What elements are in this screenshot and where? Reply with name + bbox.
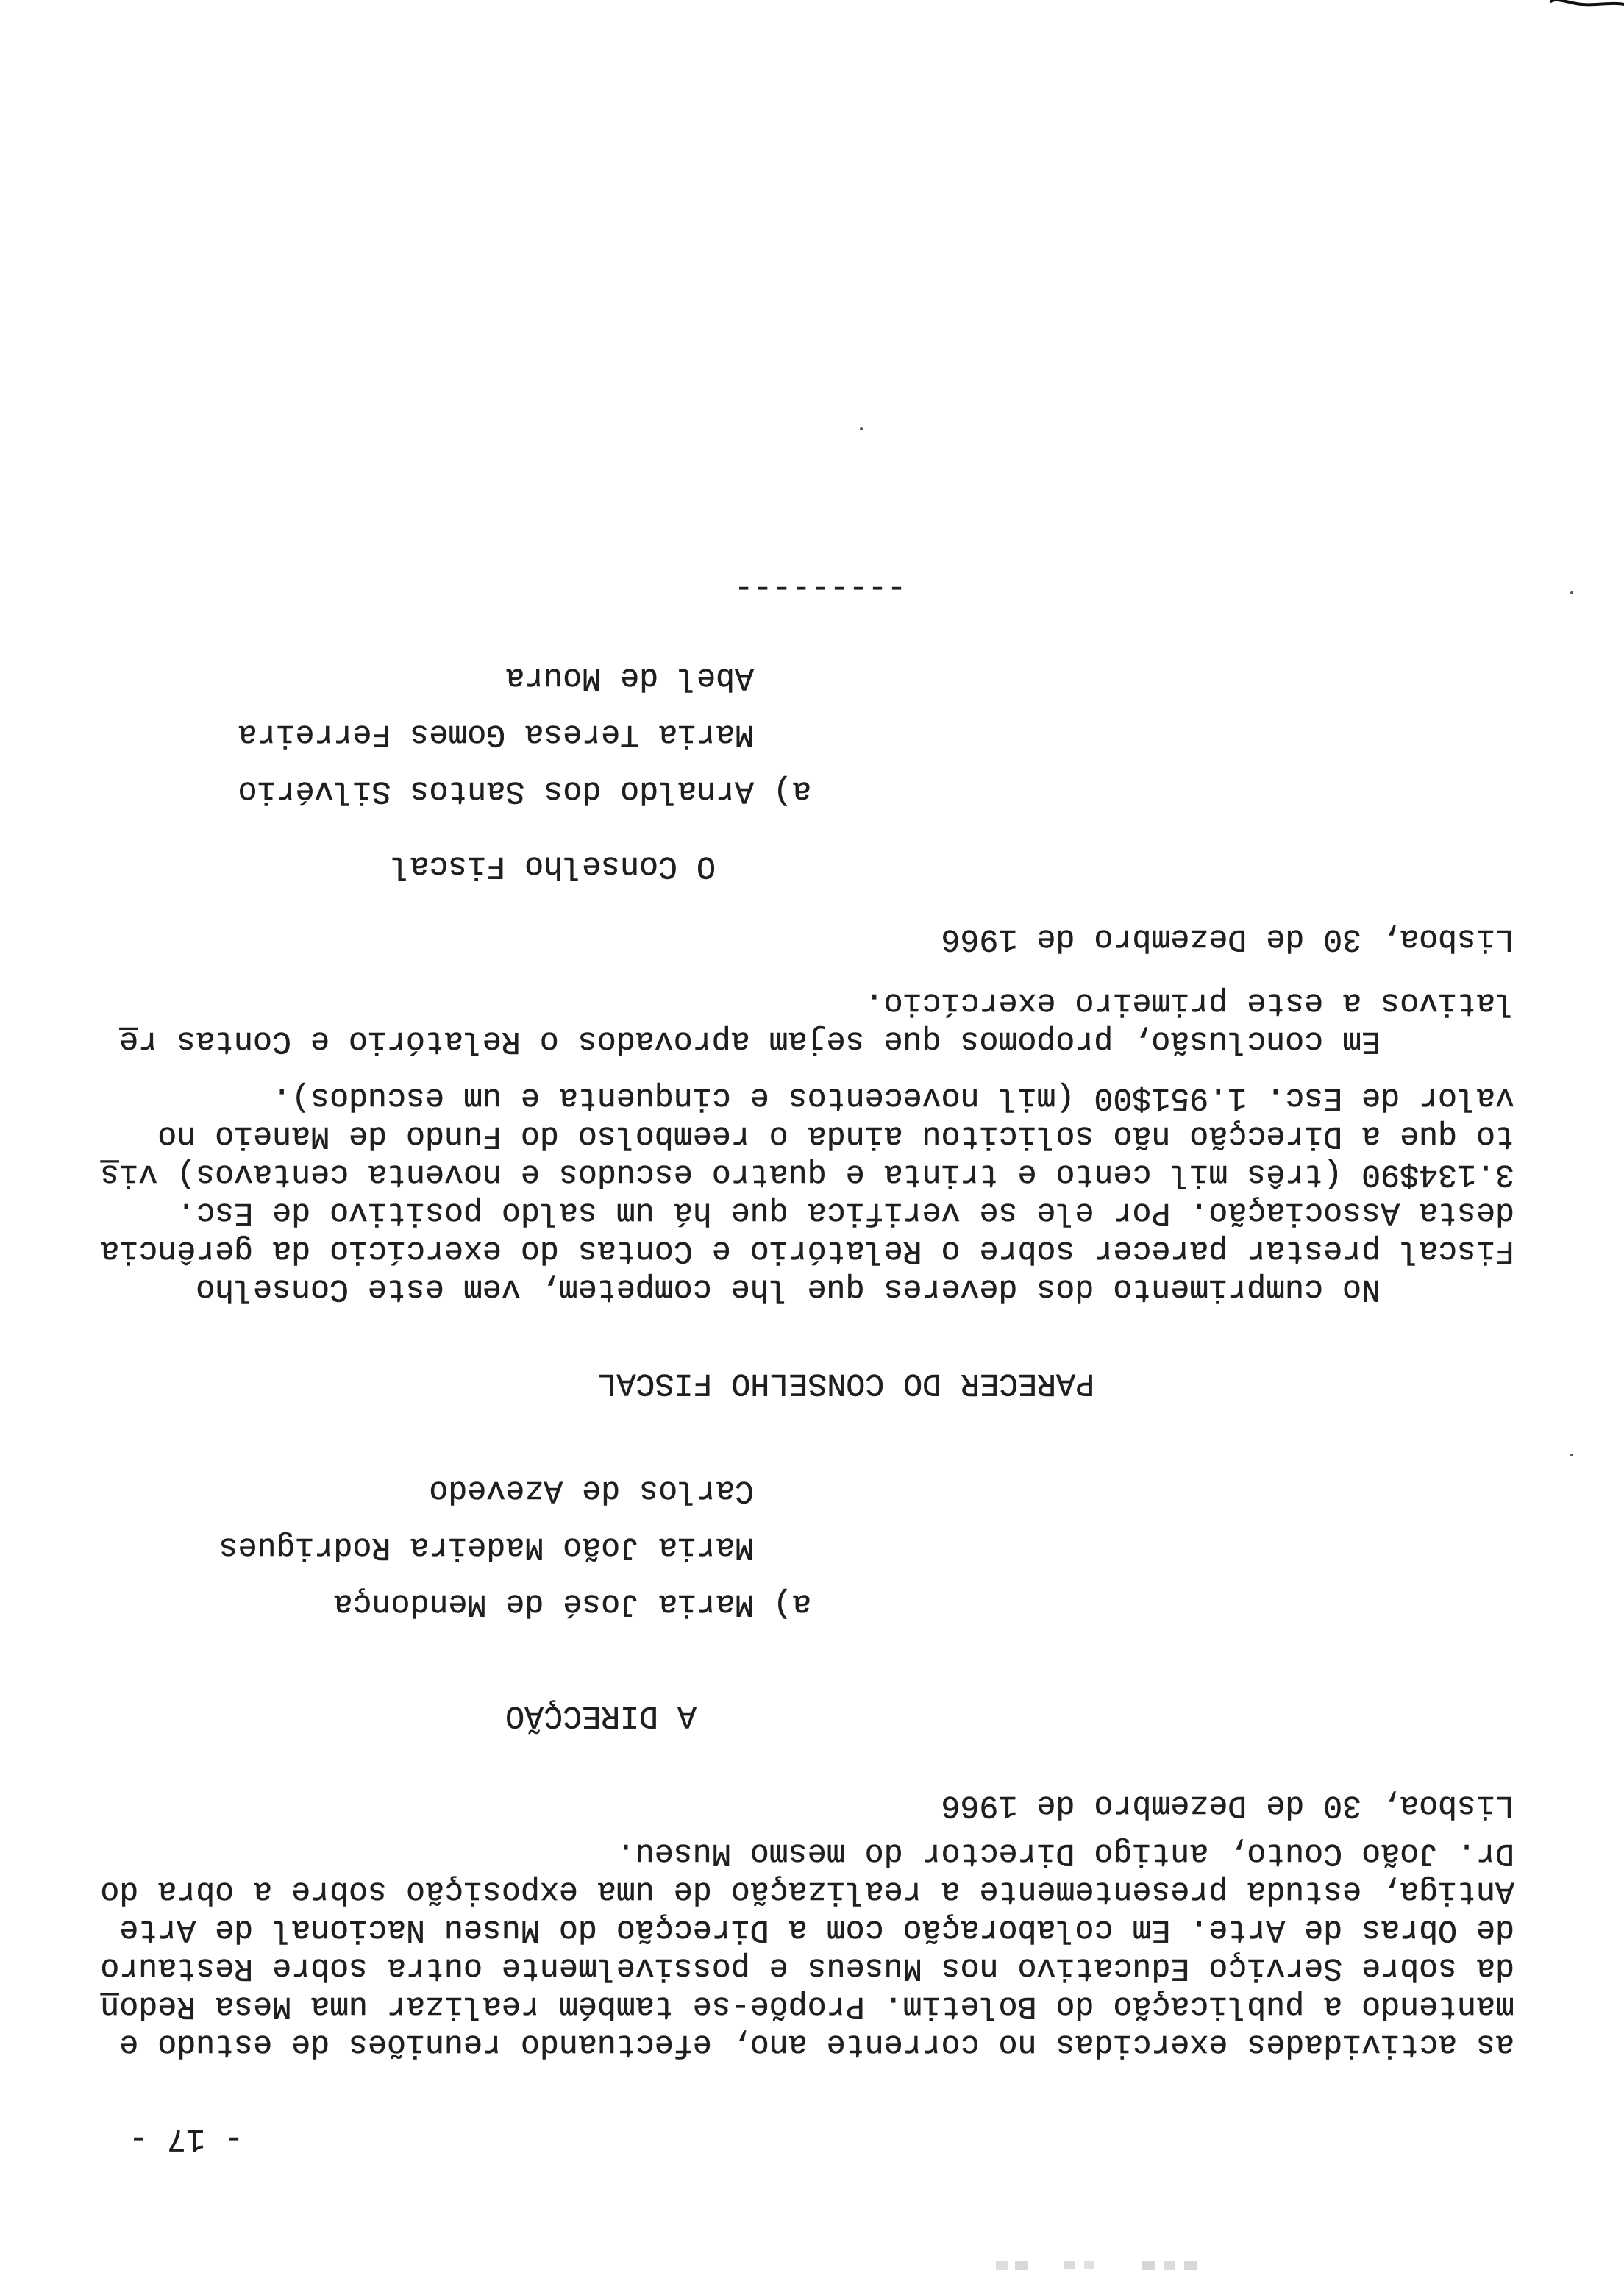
parecer-paragraph-1	[100, 1078, 1514, 1307]
direccao-date: Lisboa, 30 de Dezembro de 1966	[941, 1787, 1514, 1823]
text-line: da sobre Serviço Educativo nos Museus e possivelmente outra sobre Restauro	[100, 1949, 1514, 1985]
text-line: as actividades exercidas no corrente ano, efectuando reuniões de estudo e	[119, 2026, 1514, 2062]
parecer-paragraph-2	[119, 983, 1514, 1059]
parecer-signature-1: a) Arnaldo dos Santos Silvério	[238, 772, 811, 808]
text-line: Fiscal prestar parecer sobre o Relatório e Contas do exercício da gerência	[100, 1232, 1514, 1268]
direccao-signature-1: a) Maria José de Mendonça	[333, 1585, 811, 1621]
bleed-through-marks	[984, 2254, 1205, 2273]
parecer-heading: PARECER DO CONSELHO FISCAL	[597, 1365, 1094, 1401]
scan-speck	[1570, 1454, 1573, 1456]
text-line: Em conclusão, propomos que sejam aprovados o Relatório e Contas re̲	[119, 1022, 1381, 1059]
text-line: mantendo a publicação do Boletim. Propõe-se também realizar uma Mesa Redon̲	[100, 1988, 1514, 2024]
direccao-report-paragraph	[100, 1833, 1514, 2063]
ink-mark	[1550, 0, 1624, 29]
text-line: Dr. João Couto, antigo Director do mesmo Museu.	[616, 1835, 1514, 1871]
text-line: desta Associação. Por ele se verifica que há um saldo positivo de Esc.	[177, 1194, 1514, 1230]
end-rule: ---------	[734, 569, 906, 605]
direccao-title: A DIRECÇÃO	[505, 1697, 697, 1733]
text-line: No cumprimento dos deveres que lhe competem, vem este Conselho	[196, 1270, 1381, 1306]
text-line: valor de Esc. 1.951$00 (mil novecentos e cinquenta e um escudos).	[272, 1079, 1514, 1115]
parecer-signature-2: Maria Teresa Gomes Ferreira	[238, 716, 754, 752]
parecer-date: Lisboa, 30 de Dezembro de 1966	[941, 920, 1514, 956]
scan-speck	[860, 427, 863, 430]
scan-speck	[1570, 591, 1573, 594]
direccao-signature-3: Carlos de Azevedo	[429, 1472, 754, 1508]
text-line: to que a Direcção não solicitou ainda o reembolso do Fundo de Maneio no	[157, 1117, 1514, 1153]
direccao-signature-2: Maria João Madeira Rodrigues	[218, 1529, 754, 1565]
page-number: - 17 -	[129, 2120, 243, 2156]
text-line: Antiga, estuda presentemente a realização de uma exposição sobre a obra do	[100, 1873, 1514, 1909]
text-line: de Obras de Arte. Em colaboração com a Direcção do Museu Nacional de Arte	[119, 1911, 1514, 1947]
text-line: lativos a este primeiro exercício.	[864, 984, 1514, 1020]
parecer-title: O Conselho Fiscal	[391, 847, 716, 883]
text-line: 3.134$90 (três mil cento e trinta e quatro escudos e noventa centavos) vis̲	[100, 1156, 1514, 1192]
parecer-signature-3: Abel de Moura	[505, 659, 754, 695]
